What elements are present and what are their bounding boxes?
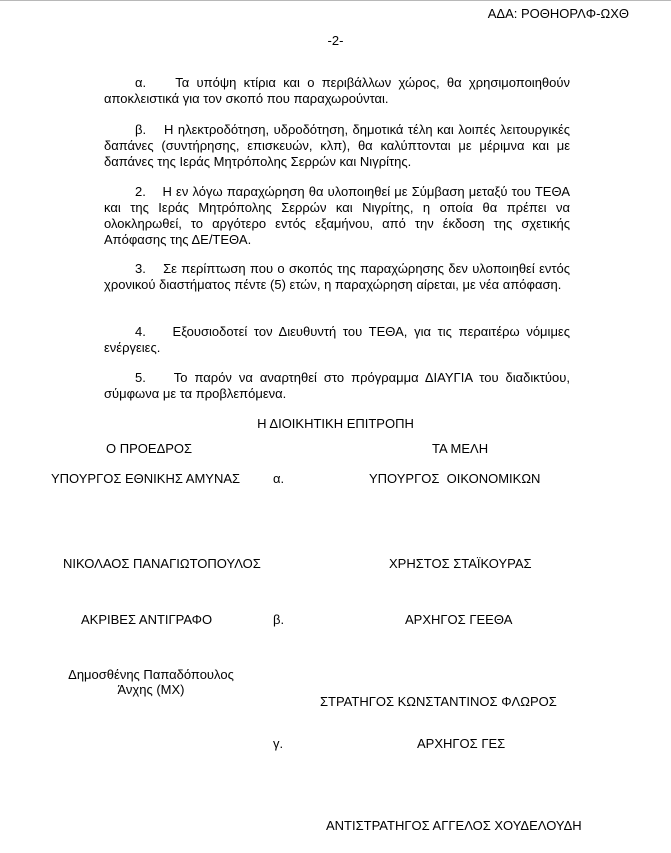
member-b-name: ΣΤΡΑΤΗΓΟΣ ΚΩΝΣΤΑΝΤΙΝΟΣ ΦΛΩΡΟΣ (320, 694, 557, 709)
page-number: -2- (327, 33, 344, 48)
true-copy-label: ΑΚΡΙΒΕΣ ΑΝΤΙΓΡΑΦΟ (81, 612, 213, 627)
president-heading: Ο ΠΡΟΕΔΡΟΣ (106, 441, 193, 456)
member-letter-c: γ. (273, 736, 284, 751)
committee-heading: Η ΔΙΟΙΚΗΤΙΚΗ ΕΠΙΤΡΟΠΗ (257, 416, 414, 431)
member-c-name: ΑΝΤΙΣΤΡΑΤΗΓΟΣ ΑΓΓΕΛΟΣ ΧΟΥΔΕΛΟΥΔΗ (326, 818, 582, 833)
ada-code: ΑΔΑ: ΡΟΘΗΟΡΛΦ-ΩΧΘ (487, 6, 629, 21)
member-letter-b: β. (273, 612, 285, 627)
member-c-title: ΑΡΧΗΓΟΣ ΓΕΣ (417, 736, 506, 751)
members-heading: ΤΑ ΜΕΛΗ (432, 441, 489, 456)
paragraph-4: 4. Εξουσιοδοτεί τον Διευθυντή του ΤΕΘΑ, για τις περαιτέρω νόμιμες ενέργειες. (104, 324, 570, 355)
paragraph-5: 5. Το παρόν να αναρτηθεί στο πρόγραμμα ΔΙΑΥΓΙΑ του διαδικτύου, σύμφωνα με τα προβλεπόμενα. (104, 370, 570, 401)
copy-signer-name: Δημοσθένης Παπαδόπουλος (68, 667, 234, 682)
member-a-title: ΥΠΟΥΡΓΟΣ ΟΙΚΟΝΟΜΙΚΩΝ (369, 471, 541, 486)
president-name: ΝΙΚΟΛΑΟΣ ΠΑΝΑΓΙΩΤΟΠΟΥΛΟΣ (63, 556, 261, 571)
page-top-border (0, 0, 671, 1)
member-a-name: ΧΡΗΣΤΟΣ ΣΤΑΪΚΟΥΡΑΣ (389, 556, 532, 571)
paragraph-2: 2. Η εν λόγω παραχώρηση θα υλοποιηθεί με Σύμβαση μεταξύ του ΤΕΘΑ και της Ιεράς Μητρόπολης Σερρών και Νιγρίτης, η οποία θα πρέπει να ολοκληρωθεί, το αργότερο εντός εξαμήνου, από την έκδοση της σχετικής Απόφασης της ΔΕ/ΤΕΘΑ. (104, 184, 570, 247)
paragraph-3: 3. Σε περίπτωση που ο σκοπός της παραχώρησης δεν υλοποιηθεί εντός χρονικού διαστήματος πέντε (5) ετών, η παραχώρηση αίρεται, με νέα απόφαση. (104, 261, 570, 292)
paragraph-alpha: α. Τα υπόψη κτίρια και ο περιβάλλων χώρος, θα χρησιμοποιηθούν αποκλειστικά για τον σκοπό που παραχωρούνται. (104, 75, 570, 106)
member-letter-a: α. (273, 471, 285, 486)
copy-signer-rank: Άνχης (ΜΧ) (117, 682, 185, 697)
paragraph-beta: β. Η ηλεκτροδότηση, υδροδότηση, δημοτικά τέλη και λοιπές λειτουργικές δαπάνες (συντήρησης, επισκευών, κλπ), θα καλύπτονται με μέριμνα και με δαπάνες της Ιεράς Μητρόπολης Σερρών και Νιγρίτης. (104, 122, 570, 169)
president-title: ΥΠΟΥΡΓΟΣ ΕΘΝΙΚΗΣ ΑΜΥΝΑΣ (51, 471, 241, 486)
member-b-title: ΑΡΧΗΓΟΣ ΓΕΕΘΑ (405, 612, 513, 627)
